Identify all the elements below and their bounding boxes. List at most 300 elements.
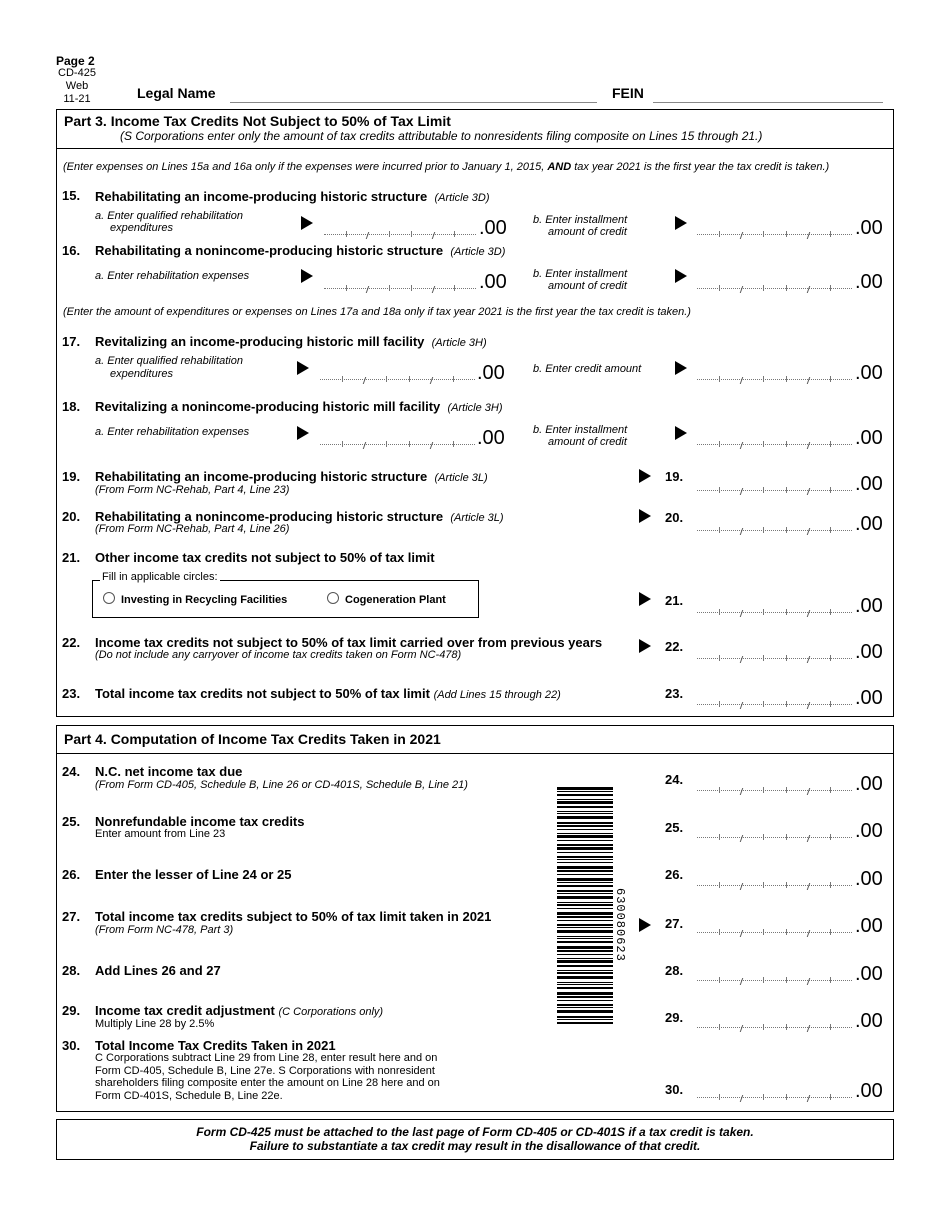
field-tick [719, 376, 720, 382]
line22-input[interactable] [697, 642, 852, 659]
line22-label: 22. [665, 639, 684, 654]
line24-sub: (From Form CD-405, Schedule B, Line 26 or CD-401S, Schedule B, Line 21) [95, 779, 468, 791]
line18a-cents: .00 [477, 427, 505, 449]
line16a-cents: .00 [479, 271, 507, 293]
barcode-bar [557, 941, 613, 943]
line15a-label2: expenditures [110, 222, 173, 234]
line22-number: 22. [62, 635, 81, 650]
line30-desc-4: Form CD-401S, Schedule B, Line 22e. [95, 1089, 283, 1102]
line28-title: Add Lines 26 and 27 [95, 963, 221, 978]
line27-cents: .00 [855, 915, 883, 937]
barcode-bar [557, 927, 613, 928]
field-tick [786, 376, 787, 382]
field-tick [763, 231, 764, 237]
line19-ref: (Article 3L) [434, 472, 488, 484]
line23-title-text: Total income tax credits not subject to 50% of tax limit [95, 686, 430, 701]
field-tick [763, 787, 764, 793]
field-tick [719, 487, 720, 493]
line24-title: N.C. net income tax due [95, 764, 243, 779]
page-number: Page 2 [56, 54, 95, 68]
field-tick [719, 977, 720, 983]
barcode-bar [557, 1016, 613, 1018]
line20-sub: (From Form NC-Rehab, Part 4, Line 26) [95, 523, 290, 535]
field-tick [454, 285, 455, 291]
field-tick [719, 231, 720, 237]
barcode-bar [557, 811, 613, 812]
line23-title [95, 686, 561, 701]
line18a-input[interactable] [320, 428, 475, 445]
field-tick [386, 441, 387, 447]
line19-arrow-icon [639, 469, 651, 483]
part4-divider [56, 753, 894, 754]
barcode-bar [557, 902, 613, 903]
line21-option-recycling[interactable] [103, 592, 287, 606]
line24-input[interactable] [697, 774, 852, 791]
barcode-bar [557, 844, 613, 846]
line20-ref: (Article 3L) [450, 512, 504, 524]
field-tick [763, 487, 764, 493]
field-tick [786, 609, 787, 615]
barcode-bar [557, 1022, 613, 1024]
part3-subtitle: (S Corporations enter only the amount of tax credits attributable to nonresidents filing composite on Lines 15 through 21.) [120, 129, 763, 143]
field-tick [763, 655, 764, 661]
field-tick [719, 882, 720, 888]
line15-ref: (Article 3D) [434, 192, 490, 204]
barcode-bar [557, 912, 613, 915]
line29-title [95, 1003, 383, 1018]
line15b-input[interactable] [697, 218, 852, 235]
line16a-arrow-icon [301, 269, 313, 283]
field-tick [830, 882, 831, 888]
barcode-bar [557, 920, 613, 921]
fein-label: FEIN [612, 85, 644, 101]
field-tick [409, 441, 410, 447]
barcode-bar [557, 987, 613, 989]
line23-ref: (Add Lines 15 through 22) [433, 689, 561, 701]
line19-title [95, 469, 488, 484]
line29-sub: Multiply Line 28 by 2.5% [95, 1018, 215, 1030]
barcode-bar [557, 996, 613, 998]
line20-arrow-icon [639, 509, 651, 523]
line22-title: Income tax credits not subject to 50% of tax limit carried over from previous years [95, 635, 603, 650]
line21-option-cogeneration[interactable] [327, 592, 446, 606]
field-tick [411, 231, 412, 237]
field-tick [719, 787, 720, 793]
line25-input[interactable] [697, 821, 852, 838]
field-tick [719, 929, 720, 935]
line30-number: 30. [62, 1038, 81, 1053]
field-tick [763, 701, 764, 707]
field-tick [786, 487, 787, 493]
barcode-bar [557, 954, 613, 955]
line21-number: 21. [62, 550, 81, 565]
barcode-bar [557, 982, 613, 983]
barcode-bar [557, 833, 613, 834]
line18-ref: (Article 3H) [447, 402, 503, 414]
barcode-bar [557, 1000, 613, 1001]
line22-cents: .00 [855, 641, 883, 663]
line23-input[interactable] [697, 688, 852, 705]
field-tick [786, 231, 787, 237]
barcode-bar [557, 930, 613, 933]
line30-input[interactable] [697, 1081, 852, 1098]
field-tick [830, 655, 831, 661]
barcode-bar [557, 859, 613, 860]
line29-title-text: Income tax credit adjustment [95, 1003, 275, 1018]
field-tick [409, 376, 410, 382]
field-tick [719, 1094, 720, 1100]
line16-title [95, 243, 505, 258]
line28-number: 28. [62, 963, 81, 978]
barcode-bar [557, 946, 613, 949]
line17b-cents: .00 [855, 362, 883, 384]
field-tick [719, 441, 720, 447]
barcode-bar [557, 984, 613, 985]
field-tick [830, 787, 831, 793]
note1-text-b: tax year 2021 is the first year the tax credit is taken.) [574, 161, 830, 173]
footer-line2: Failure to substantiate a tax credit may result in the disallowance of that credit. [249, 1139, 701, 1153]
line30-description [95, 1052, 440, 1102]
part3-note2: (Enter the amount of expenditures or expenses on Lines 17a and 18a only if tax year 2021 is the first year the tax credit is taken.) [63, 306, 691, 318]
field-tick [786, 285, 787, 291]
line15-title-text: Rehabilitating an income-producing historic structure [95, 189, 428, 204]
line17a-arrow-icon [297, 361, 309, 375]
line21-cents: .00 [855, 595, 883, 617]
barcode-bar [557, 972, 613, 974]
line23-cents: .00 [855, 687, 883, 709]
line19-input[interactable] [697, 474, 852, 491]
field-tick [830, 441, 831, 447]
line16b-label: b. Enter installment [533, 268, 628, 280]
barcode-bar [557, 950, 613, 952]
line30-title: Total Income Tax Credits Taken in 2021 [95, 1038, 336, 1053]
form-web: Web [65, 80, 89, 92]
line25-title: Nonrefundable income tax credits [95, 814, 305, 829]
line16a-input[interactable] [324, 272, 476, 289]
barcode-bar [557, 822, 613, 824]
note1-text-a: (Enter expenses on Lines 15a and 16a only if the expenses were incurred prior to January 1, 2015, [63, 161, 545, 173]
barcode-bar [557, 816, 613, 819]
line16a-label: a. Enter rehabilitation expenses [95, 270, 250, 282]
line20-title [95, 509, 504, 524]
barcode-bar [557, 870, 613, 872]
field-tick [719, 834, 720, 840]
barcode-image [557, 787, 613, 1027]
barcode-bar [557, 936, 613, 937]
barcode-bar [557, 840, 613, 841]
line24-cents: .00 [855, 773, 883, 795]
line26-title: Enter the lesser of Line 24 or 25 [95, 867, 292, 882]
field-tick [830, 231, 831, 237]
line15a-label: a. Enter qualified rehabilitation [95, 210, 243, 222]
field-tick [786, 929, 787, 935]
legal-name-input[interactable] [230, 101, 597, 103]
barcode-bar [557, 992, 613, 995]
line20-input[interactable] [697, 514, 852, 531]
barcode-bar [557, 794, 613, 796]
barcode-bar [557, 862, 613, 863]
line27-input[interactable] [697, 916, 852, 933]
field-tick [763, 1094, 764, 1100]
line17b-input[interactable] [697, 363, 852, 380]
barcode-bar [557, 960, 613, 963]
line22-sub: (Do not include any carryover of income tax credits taken on Form NC-478) [95, 649, 462, 661]
line17-ref: (Article 3H) [431, 337, 487, 349]
barcode-bar [557, 916, 613, 918]
field-tick [786, 1094, 787, 1100]
line29-ref: (C Corporations only) [278, 1006, 384, 1018]
line16-title-text: Rehabilitating a nonincome-producing historic structure [95, 243, 444, 258]
line17-title-text: Revitalizing an income-producing historic mill facility [95, 334, 425, 349]
barcode-bar [557, 924, 613, 926]
line18b-label: b. Enter installment [533, 424, 628, 436]
field-tick [453, 376, 454, 382]
line15-title [95, 189, 490, 204]
field-tick [763, 441, 764, 447]
barcode-bar [557, 852, 613, 853]
field-tick [342, 441, 343, 447]
field-tick [830, 527, 831, 533]
line17a-input[interactable] [320, 363, 475, 380]
line19-cents: .00 [855, 473, 883, 495]
fein-input[interactable] [653, 101, 883, 103]
line28-input[interactable] [697, 964, 852, 981]
line18a-arrow-icon [297, 426, 309, 440]
line24-label: 24. [665, 772, 684, 787]
field-tick [763, 527, 764, 533]
field-tick [386, 376, 387, 382]
line18b-input[interactable] [697, 428, 852, 445]
line18b-label2: amount of credit [548, 436, 627, 448]
field-tick [763, 977, 764, 983]
barcode-bar [557, 938, 613, 939]
line19-title-text: Rehabilitating an income-producing historic structure [95, 469, 428, 484]
barcode-bar [557, 908, 613, 909]
radio-circle-icon[interactable] [327, 592, 339, 604]
line15b-arrow-icon [675, 216, 687, 230]
line26-number: 26. [62, 867, 81, 882]
field-tick [763, 285, 764, 291]
line15a-arrow-icon [301, 216, 313, 230]
barcode-bar [557, 893, 613, 894]
line18-number: 18. [62, 399, 81, 414]
line29-cents: .00 [855, 1010, 883, 1032]
note1-and: AND [547, 161, 572, 173]
part3-note1 [63, 161, 829, 173]
barcode-bar [557, 878, 613, 881]
line17a-cents: .00 [477, 362, 505, 384]
line19-number: 19. [62, 469, 81, 484]
field-tick [786, 527, 787, 533]
line30-desc-2: Form CD-405, Schedule B, Line 27e. S Corporations with nonresident [95, 1064, 435, 1077]
line21-input[interactable] [697, 596, 852, 613]
line18-title [95, 399, 503, 414]
field-tick [763, 376, 764, 382]
form-rev: 11-21 [63, 93, 91, 105]
line19-sub: (From Form NC-Rehab, Part 4, Line 23) [95, 484, 290, 496]
line16-ref: (Article 3D) [450, 246, 506, 258]
line21-fill-label: Fill in applicable circles: [102, 571, 218, 583]
line29-label: 29. [665, 1010, 684, 1025]
field-tick [389, 231, 390, 237]
barcode-bar [557, 958, 613, 959]
barcode-bar [557, 904, 613, 906]
barcode-bar [557, 1007, 613, 1008]
line20-label: 20. [665, 510, 684, 525]
barcode-bar [557, 835, 613, 838]
field-tick [830, 376, 831, 382]
field-tick [719, 655, 720, 661]
line16-number: 16. [62, 243, 81, 258]
field-tick [763, 834, 764, 840]
field-tick [830, 929, 831, 935]
barcode-bar [557, 1004, 613, 1006]
barcode-bar [557, 825, 613, 827]
line30-label: 30. [665, 1082, 684, 1097]
field-tick [830, 1024, 831, 1030]
field-tick [830, 285, 831, 291]
line15-number: 15. [62, 188, 81, 203]
line28-label: 28. [665, 963, 684, 978]
barcode-bar [557, 885, 613, 887]
line26-input[interactable] [697, 869, 852, 886]
line28-cents: .00 [855, 963, 883, 985]
line18b-arrow-icon [675, 426, 687, 440]
field-tick [763, 929, 764, 935]
line15b-label2: amount of credit [548, 226, 627, 238]
line27-number: 27. [62, 909, 81, 924]
field-tick [342, 376, 343, 382]
field-tick [453, 441, 454, 447]
field-tick [411, 285, 412, 291]
field-tick [719, 1024, 720, 1030]
field-tick [719, 701, 720, 707]
field-tick [763, 882, 764, 888]
line26-label: 26. [665, 867, 684, 882]
barcode-bar [557, 799, 613, 800]
line27-sub: (From Form NC-478, Part 3) [95, 924, 234, 936]
field-tick [830, 609, 831, 615]
field-tick [786, 701, 787, 707]
barcode-bar [557, 970, 613, 971]
line30-desc-3: shareholders filing composite enter the amount on Line 28 here and on [95, 1077, 440, 1089]
barcode-bar [557, 801, 613, 804]
field-tick [830, 834, 831, 840]
line29-number: 29. [62, 1003, 81, 1018]
barcode-bar [557, 896, 613, 899]
barcode-bar [557, 890, 613, 892]
line15a-cents: .00 [479, 217, 507, 239]
line21-title: Other income tax credits not subject to 50% of tax limit [95, 550, 435, 565]
barcode-bar [557, 791, 613, 792]
barcode-bar [557, 965, 613, 967]
barcode-bar [557, 813, 613, 814]
barcode-bar [557, 874, 613, 875]
barcode-bar [557, 866, 613, 869]
line18a-label: a. Enter rehabilitation expenses [95, 426, 250, 438]
radio-circle-icon[interactable] [103, 592, 115, 604]
field-tick [763, 1024, 764, 1030]
line17b-arrow-icon [675, 361, 687, 375]
line23-number: 23. [62, 686, 81, 701]
form-id: CD-425 [58, 67, 96, 79]
line16b-arrow-icon [675, 269, 687, 283]
line16b-cents: .00 [855, 271, 883, 293]
part3-title: Part 3. Income Tax Credits Not Subject to 50% of Tax Limit [64, 113, 451, 129]
field-tick [786, 1024, 787, 1030]
field-tick [830, 977, 831, 983]
line17a-label2: expenditures [110, 368, 173, 380]
line20-cents: .00 [855, 513, 883, 535]
barcode-bar [557, 806, 613, 808]
barcode-bar [557, 1019, 613, 1020]
line25-label: 25. [665, 820, 684, 835]
line23-label: 23. [665, 686, 684, 701]
line27-title: Total income tax credits subject to 50% of tax limit taken in 2021 [95, 909, 492, 924]
line30-desc-1: C Corporations subtract Line 29 from Line 28, enter result here and on [95, 1052, 438, 1064]
barcode-bar [557, 847, 613, 850]
legal-name-label: Legal Name [137, 85, 216, 101]
part4-title: Part 4. Computation of Income Tax Credits Taken in 2021 [64, 731, 441, 747]
field-tick [786, 441, 787, 447]
line15b-cents: .00 [855, 217, 883, 239]
barcode-bar [557, 829, 613, 830]
field-tick [786, 977, 787, 983]
option-cogeneration-label: Cogeneration Plant [345, 594, 446, 606]
field-tick [830, 487, 831, 493]
line17b-label: b. Enter credit amount [533, 363, 642, 375]
line30-cents: .00 [855, 1080, 883, 1102]
barcode-bar [557, 882, 613, 883]
line20-title-text: Rehabilitating a nonincome-producing historic structure [95, 509, 444, 524]
field-tick [830, 701, 831, 707]
field-tick [719, 527, 720, 533]
field-tick [786, 655, 787, 661]
line29-input[interactable] [697, 1011, 852, 1028]
barcode-bar [557, 976, 613, 979]
barcode-bar [557, 787, 613, 790]
line17-title [95, 334, 487, 349]
line25-sub: Enter amount from Line 23 [95, 828, 226, 840]
line26-cents: .00 [855, 868, 883, 890]
line24-number: 24. [62, 764, 81, 779]
line22-arrow-icon [639, 639, 651, 653]
barcode-number: 630080623 [613, 888, 627, 962]
barcode-bar [557, 1010, 613, 1013]
field-tick [719, 609, 720, 615]
part3-divider [56, 148, 894, 149]
field-tick [763, 609, 764, 615]
line17-number: 17. [62, 334, 81, 349]
footer-line1: Form CD-425 must be attached to the last page of Form CD-405 or CD-401S if a tax credit is taken. [196, 1125, 754, 1139]
field-tick [346, 285, 347, 291]
line21-arrow-icon [639, 592, 651, 606]
line17a-label: a. Enter qualified rehabilitation [95, 355, 243, 367]
line27-arrow-icon [639, 918, 651, 932]
line25-cents: .00 [855, 820, 883, 842]
field-tick [830, 1094, 831, 1100]
line18b-cents: .00 [855, 427, 883, 449]
line25-number: 25. [62, 814, 81, 829]
field-tick [389, 285, 390, 291]
field-tick [454, 231, 455, 237]
line16b-input[interactable] [697, 272, 852, 289]
field-tick [719, 285, 720, 291]
barcode-bar [557, 856, 613, 858]
line15b-label: b. Enter installment [533, 214, 628, 226]
line27-label: 27. [665, 916, 684, 931]
line15a-input[interactable] [324, 218, 476, 235]
